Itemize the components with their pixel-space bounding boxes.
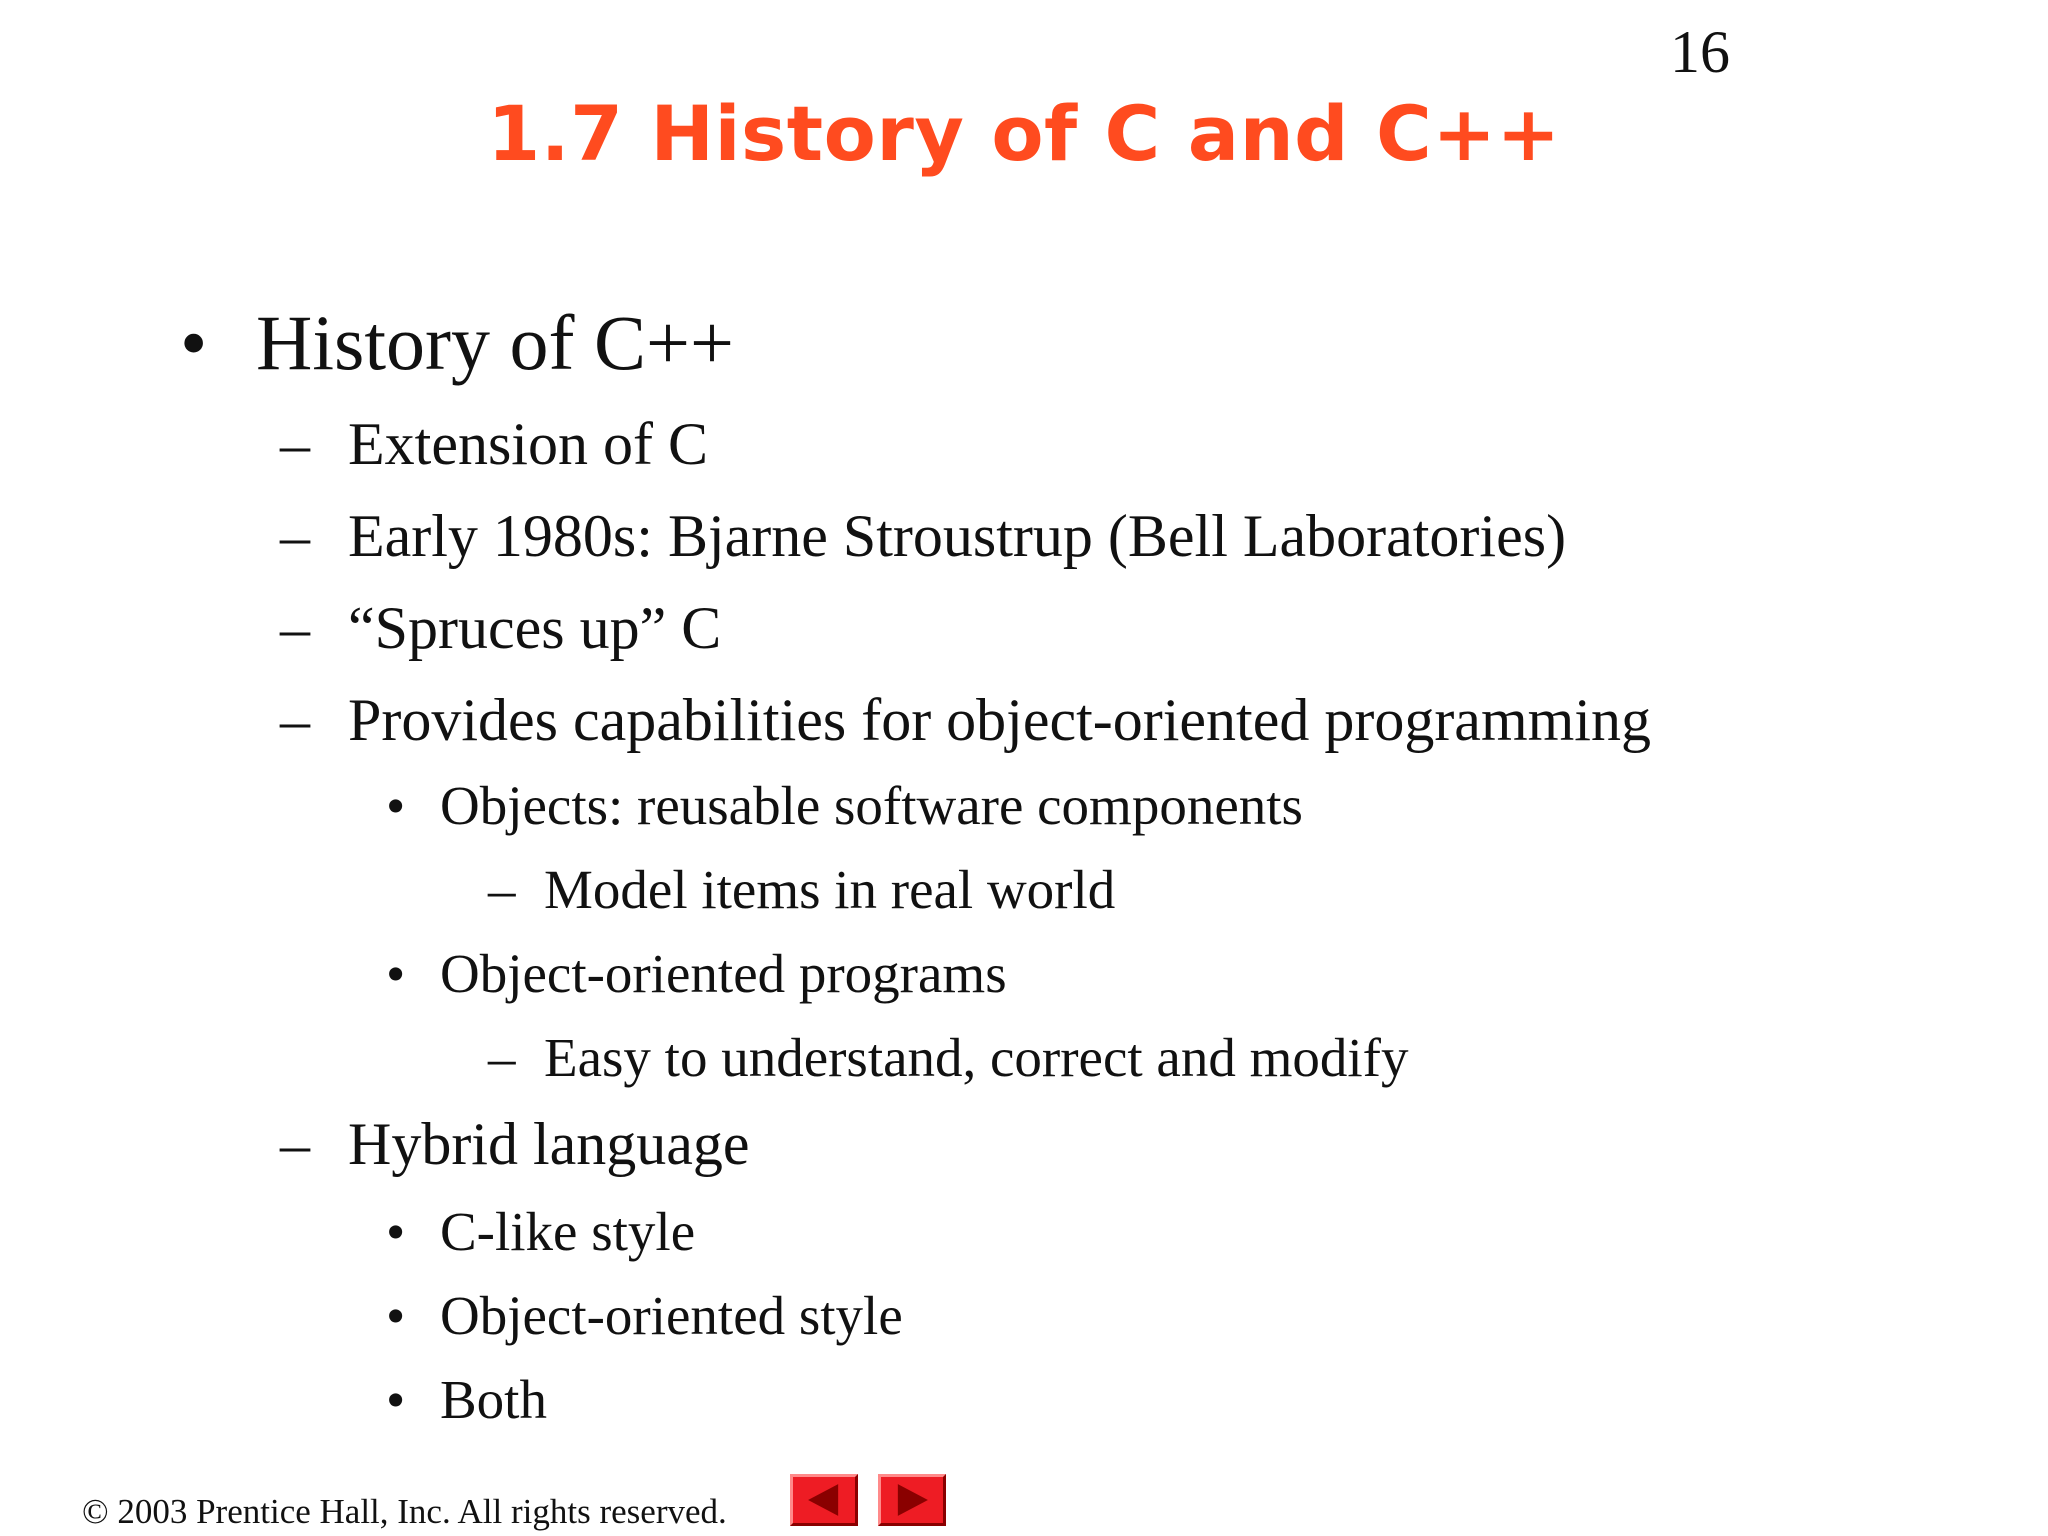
- left-arrow-icon: [793, 1477, 855, 1523]
- bullet-marker: •: [386, 1285, 406, 1346]
- outline-item-text: History of C++: [256, 299, 734, 386]
- outline-item-text: Model items in real world: [544, 859, 1116, 920]
- dash-marker: –: [280, 687, 310, 753]
- dash-marker: –: [280, 503, 310, 569]
- outline-item-text: “Spruces up” C: [348, 595, 722, 661]
- outline-item-text: Provides capabilities for object-oriented programming: [348, 687, 1651, 753]
- dash-marker: –: [280, 411, 310, 477]
- page-number: 16: [1670, 19, 1730, 85]
- outline-item-text: Early 1980s: Bjarne Stroustrup (Bell Laboratories): [348, 503, 1567, 569]
- outline-item-text: Easy to understand, correct and modify: [544, 1027, 1409, 1088]
- bullet-marker: •: [386, 775, 406, 836]
- outline-item-text: Extension of C: [348, 411, 708, 477]
- right-arrow-icon: [881, 1477, 943, 1523]
- dash-marker: –: [488, 1027, 516, 1088]
- outline-item-text: Hybrid language: [348, 1111, 750, 1177]
- copyright-notice: © 2003 Prentice Hall, Inc. All rights reserved.: [82, 1492, 727, 1531]
- bullet-marker: •: [386, 943, 406, 1004]
- bullet-marker: •: [180, 299, 208, 386]
- outline-item-text: Object-oriented style: [440, 1285, 903, 1346]
- next-slide-button[interactable]: [878, 1474, 946, 1526]
- outline-item-text: Object-oriented programs: [440, 943, 1007, 1004]
- outline-item-text: C-like style: [440, 1201, 696, 1262]
- dash-marker: –: [488, 859, 516, 920]
- bullet-marker: •: [386, 1201, 406, 1262]
- dash-marker: –: [280, 595, 310, 661]
- outline-item-text: Objects: reusable software components: [440, 775, 1303, 836]
- bullet-marker: •: [386, 1369, 406, 1430]
- slide-title: 1.7 History of C and C++: [487, 89, 1561, 178]
- dash-marker: –: [280, 1111, 310, 1177]
- previous-slide-button[interactable]: [790, 1474, 858, 1526]
- outline-item-text: Both: [440, 1369, 547, 1430]
